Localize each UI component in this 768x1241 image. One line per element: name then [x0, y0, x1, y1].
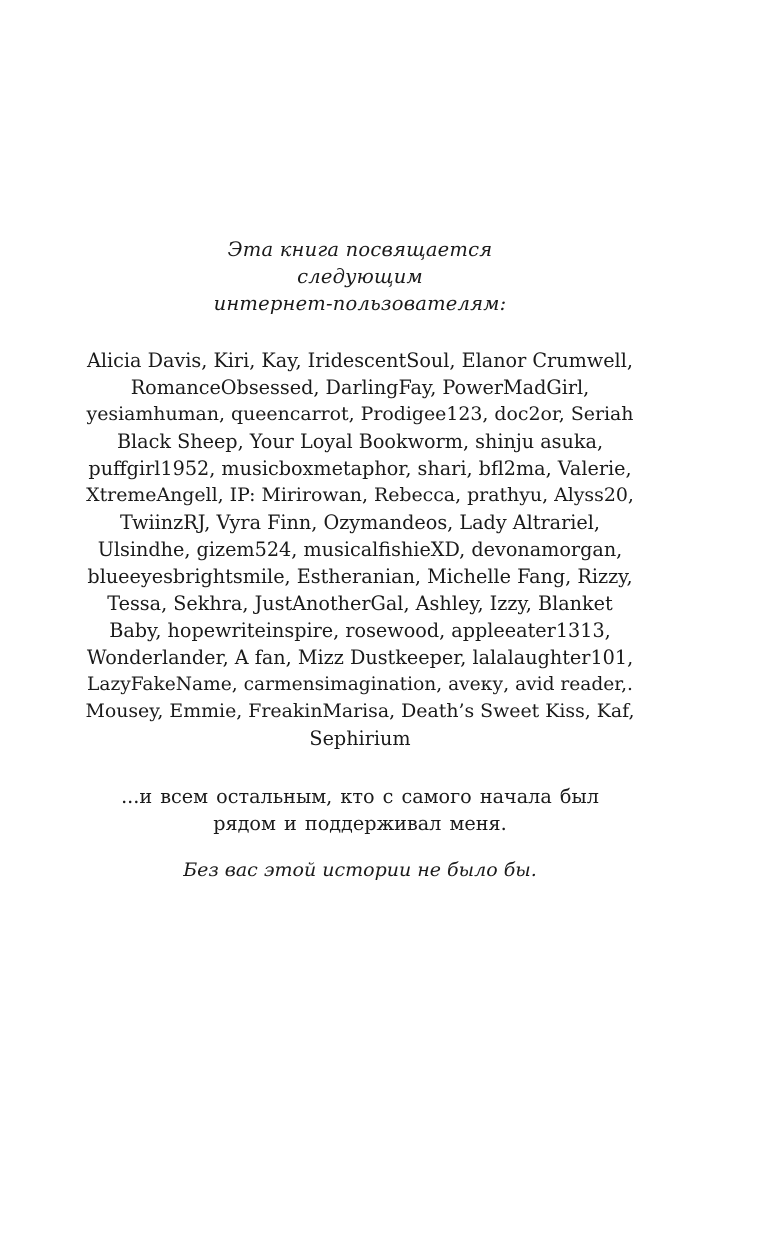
names-line: Sephirium	[309, 727, 411, 750]
names-line: blueeyesbrightsmile, Estheranian, Michelle Fang, Rizzy,	[87, 565, 633, 588]
names-line: RomanceObsessed, DarlingFay, PowerMadGirl,	[130, 376, 590, 399]
dedication-line: интернет-пользователям:	[213, 292, 507, 315]
names-line: TwiinzRJ, Vyra Finn, Ozymandeos, Lady Altrariel,	[119, 511, 600, 534]
closing-paragraph	[84, 783, 636, 837]
closing-line: рядом и поддерживал меня.	[213, 812, 507, 835]
closing-line: ...и всем остальным, кто с самого начала был	[121, 785, 599, 808]
names-line: Wonderlander, A fan, Mizz Dustkeeper, lalalaughter101,	[86, 646, 634, 669]
dedication-line: следующим	[297, 265, 423, 288]
names-line: XtremeAngell, IP: Mirirowan, Rebecca, prathyu, Alyss20,	[86, 484, 634, 506]
final-line: Без вас этой истории не было бы.	[183, 859, 537, 881]
names-line: Black Sheep, Your Loyal Bookworm, shinju asuka,	[116, 430, 604, 453]
names-line: puffgirl1952, musicboxmetaphor, shari, bfl2ma, Valerie,	[88, 457, 632, 480]
names-list	[84, 347, 636, 752]
names-line: yesiamhuman, queencarrot, Prodigee123, doc2or, Seriah	[86, 403, 634, 425]
names-line: Baby, hopewriteinspire, rosewood, appleeater1313,	[109, 619, 611, 642]
names-line: Tessa, Sekhra, JustAnotherGal, Ashley, Izzy, Blanket	[107, 592, 613, 615]
names-line: LazyFakeName, carmensimagination, aveку, avid reader,.	[87, 674, 633, 695]
names-line: Ulsindhe, gizem524, musicalfishieXD, devonamorgan,	[97, 538, 623, 561]
names-line: Alicia Davis, Kiri, Kay, IridescentSoul, Elanor Crumwell,	[87, 349, 633, 372]
dedication-line: Эта книга посвящается	[227, 238, 493, 261]
dedication-heading	[84, 236, 636, 317]
names-line: Mousey, Emmie, FreakinMarisa, Death’s Sweet Kiss, Kaf,	[85, 700, 635, 722]
